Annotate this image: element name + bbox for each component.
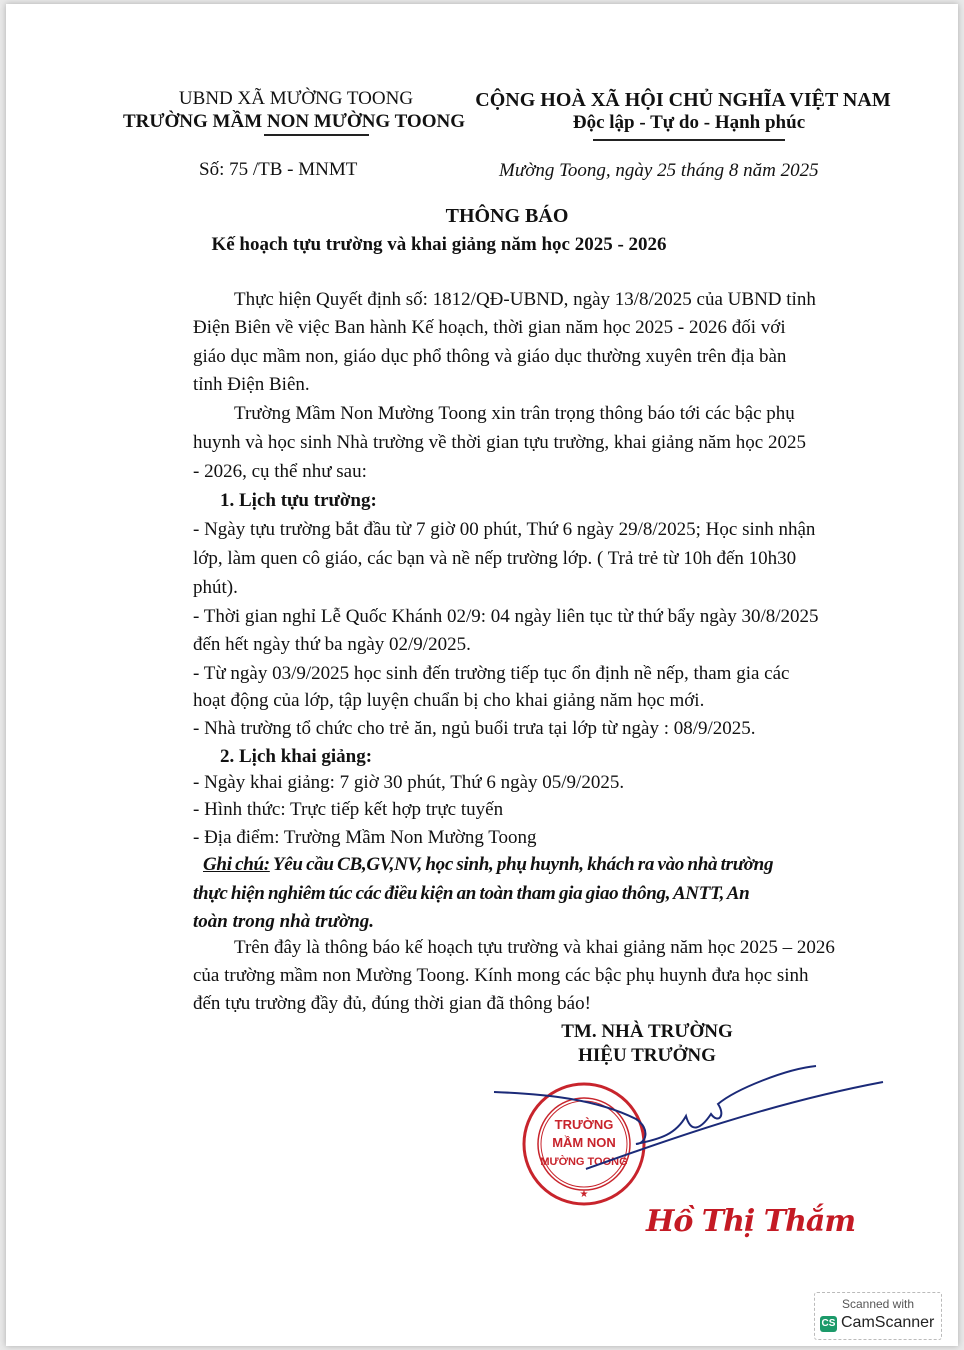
issuer-authority: UBND XÃ MƯỜNG TOONG <box>178 88 414 109</box>
body-line: giáo dục mầm non, giáo dục phổ thông và giáo dục thường xuyên trên địa bàn <box>193 346 787 367</box>
signatory-name: Hồ Thị Thắm <box>646 1204 856 1239</box>
body-line: Thực hiện Quyết định số: 1812/QĐ-UBND, ngày 13/8/2025 của UBND tỉnh <box>234 289 816 310</box>
note-text: Yêu cầu CB,GV,NV, học sinh, phụ huynh, khách ra vào nhà trường <box>269 854 774 875</box>
note-line <box>203 853 828 877</box>
body-line: - Thời gian nghỉ Lễ Quốc Khánh 02/9: 04 ngày liên tục từ thứ bẩy ngày 30/8/2025 <box>193 606 819 627</box>
place-date: Mường Toong, ngày 25 tháng 8 năm 2025 <box>499 160 819 181</box>
body-line: - Ngày khai giảng: 7 giờ 30 phút, Thứ 6 ngày 05/9/2025. <box>193 772 625 793</box>
body-line: - Địa điểm: Trường Mầm Non Mường Toong <box>193 827 537 848</box>
document-number: Số: 75 /TB - MNMT <box>199 159 358 180</box>
note-line: toàn trong nhà trường. <box>193 911 375 932</box>
body-line: - Ngày tựu trường bắt đầu từ 7 giờ 00 phút, Thứ 6 ngày 29/8/2025; Học sinh nhận <box>193 519 816 540</box>
signature-title: HIỆU TRƯỞNG <box>578 1045 716 1066</box>
section-heading-1: 1. Lịch tựu trường: <box>220 490 377 511</box>
svg-text:★: ★ <box>579 1189 589 1200</box>
svg-text:TRƯỜNG: TRƯỜNG <box>554 1117 614 1132</box>
body-line: đến tựu trường đầy đủ, đúng thời gian đã thông báo! <box>193 993 591 1014</box>
svg-text:MẦM NON: MẦM NON <box>552 1135 616 1150</box>
body-line: Điện Biên về việc Ban hành Kế hoạch, thời gian năm học 2025 - 2026 đối với <box>193 317 786 338</box>
document-title: THÔNG BÁO <box>445 205 569 227</box>
note-label: Ghi chú: <box>203 854 270 875</box>
camscanner-watermark <box>814 1292 942 1340</box>
svg-text:MƯỜNG TOONG: MƯỜNG TOONG <box>540 1156 628 1168</box>
issuer-school: TRƯỜNG MẦM NON MƯỜNG TOONG <box>123 111 465 132</box>
section-heading-2: 2. Lịch khai giảng: <box>220 746 373 767</box>
body-line: phút). <box>193 577 238 598</box>
watermark-line1: Scanned with <box>841 1297 915 1311</box>
body-line: - Hình thức: Trực tiếp kết hợp trực tuyến <box>193 799 504 820</box>
body-line: Trường Mầm Non Mường Toong xin trân trọng thông báo tới các bậc phụ <box>234 403 795 424</box>
national-motto: Độc lập - Tự do - Hạnh phúc <box>572 112 806 133</box>
camscanner-logo-icon: CS <box>820 1316 837 1332</box>
body-line: tỉnh Điện Biên. <box>193 374 310 395</box>
body-line: của trường mầm non Mường Toong. Kính mong các bậc phụ huynh đưa học sinh <box>193 965 809 986</box>
body-line: huynh và học sinh Nhà trường về thời gian tựu trường, khai giảng năm học 2025 <box>193 432 806 453</box>
signature-on-behalf: TM. NHÀ TRƯỜNG <box>561 1021 733 1042</box>
body-line: - Nhà trường tổ chức cho trẻ ăn, ngủ buổi trưa tại lớp từ ngày : 08/9/2025. <box>193 718 756 739</box>
body-line: Trên đây là thông báo kế hoạch tựu trường và khai giảng năm học 2025 – 2026 <box>234 937 835 958</box>
body-line: - Từ ngày 03/9/2025 học sinh đến trường tiếp tục ổn định nề nếp, tham gia các <box>193 663 790 684</box>
motto-underline <box>593 139 785 141</box>
document-subtitle: Kế hoạch tựu trường và khai giảng năm học 2025 - 2026 <box>211 234 667 255</box>
body-line: hoạt động của lớp, tập luyện chuẩn bị cho khai giảng năm học mới. <box>193 690 705 711</box>
note-line: thực hiện nghiêm túc các điều kiện an toàn tham gia giao thông, ANTT, An <box>193 883 750 904</box>
national-title: CỘNG HOÀ XÃ HỘI CHỦ NGHĨA VIỆT NAM <box>475 89 891 111</box>
handwritten-signature <box>486 1044 906 1174</box>
body-line: lớp, làm quen cô giáo, các bạn và nề nếp trường lớp. ( Trả trẻ từ 10h đến 10h30 <box>193 548 797 569</box>
issuer-underline <box>264 134 369 136</box>
document-page <box>6 4 958 1346</box>
body-line: - 2026, cụ thể như sau: <box>193 461 367 482</box>
watermark-line2: CamScanner <box>841 1314 935 1331</box>
body-line: đến hết ngày thứ ba ngày 02/9/2025. <box>193 634 471 655</box>
